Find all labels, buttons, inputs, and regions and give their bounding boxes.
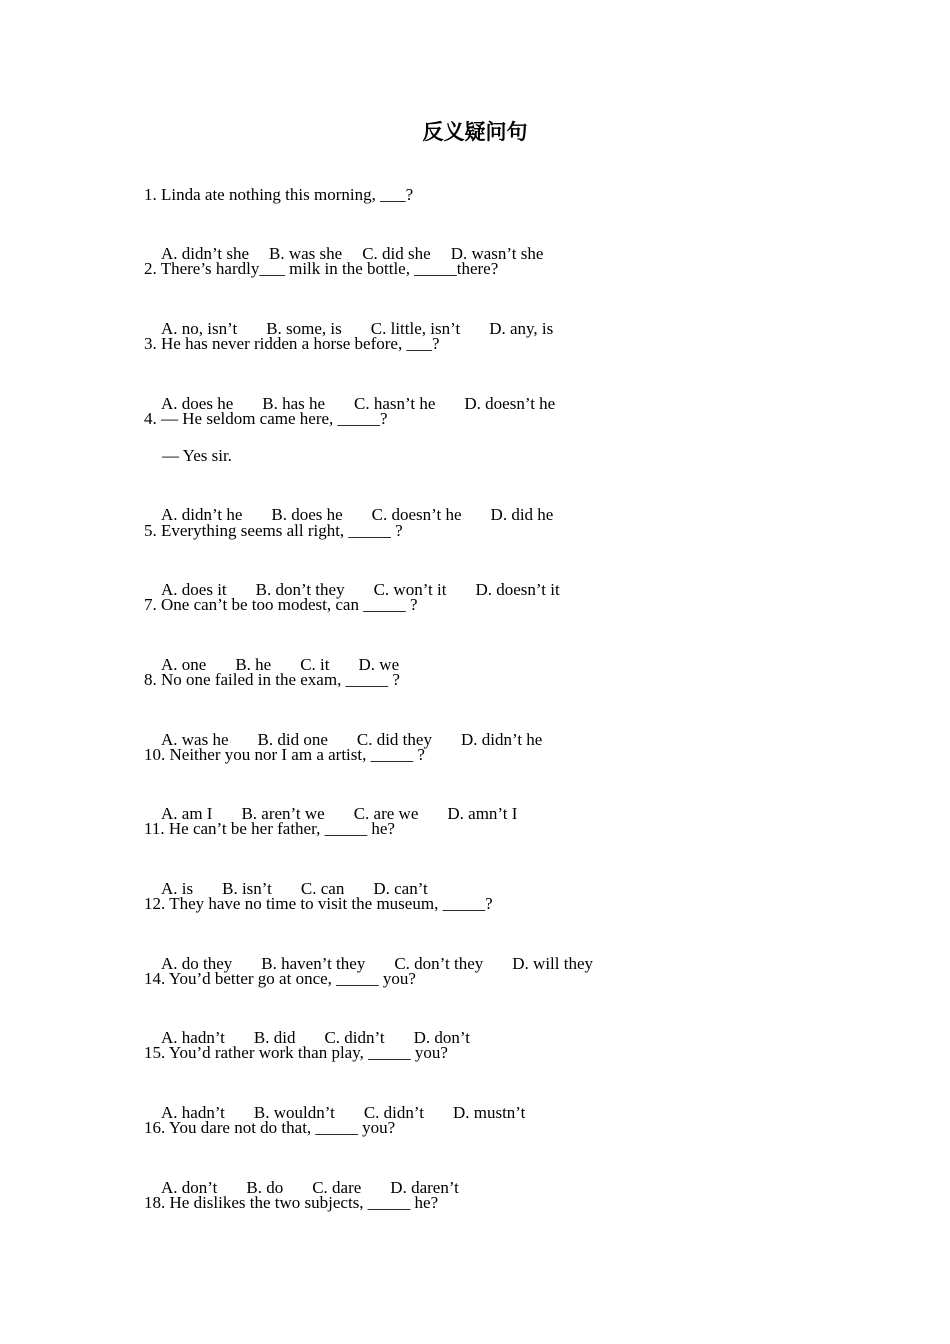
option-a: A. didn’t he [161, 505, 243, 524]
option-c: C. did they [356, 730, 432, 749]
option-d: D. don’t [413, 1028, 470, 1047]
option-a: A. hadn’t [161, 1103, 225, 1122]
option-b: B. aren’t we [241, 804, 325, 823]
option-b: B. did [253, 1028, 296, 1047]
option-d: D. did he [490, 505, 554, 524]
option-c: C. it [300, 655, 330, 674]
option-c: C. don’t they [394, 954, 484, 973]
question-1: 1. Linda ate nothing this morning, ___? [144, 185, 414, 204]
option-c: C. dare [312, 1178, 362, 1197]
option-d: D. mustn’t [452, 1103, 526, 1122]
option-a: A. one [161, 655, 207, 674]
option-a: A. don’t [161, 1178, 218, 1197]
option-d: D. any, is [489, 319, 554, 338]
question-7: 7. One can’t be too modest, can _____ ? [144, 595, 418, 614]
question-5: 5. Everything seems all right, _____ ? [144, 521, 403, 540]
option-a: A. do they [161, 954, 233, 973]
question-4: 4. — He seldom came here, _____? [144, 409, 388, 428]
option-c: C. hasn’t he [354, 394, 436, 413]
option-d: D. amn’t I [447, 804, 518, 823]
option-a: A. am I [161, 804, 213, 823]
option-c: C. won’t it [373, 580, 447, 599]
option-d: D. didn’t he [460, 730, 543, 749]
option-a: A. no, isn’t [161, 319, 238, 338]
option-a: A. is [161, 879, 194, 898]
question-16: 16. You dare not do that, _____ you? [144, 1118, 396, 1137]
option-b: B. does he [271, 505, 343, 524]
option-b: B. was she [269, 244, 343, 263]
option-b: B. isn’t [222, 879, 272, 898]
option-b: B. has he [262, 394, 326, 413]
option-d: D. can’t [373, 879, 428, 898]
option-d: D. wasn’t she [450, 244, 544, 263]
question-14: 14. You’d better go at once, _____ you? [144, 969, 416, 988]
question-8: 8. No one failed in the exam, _____ ? [144, 670, 400, 689]
option-d: D. we [358, 655, 400, 674]
question-18: 18. He dislikes the two subjects, _____ he? [144, 1193, 439, 1212]
option-b: B. do [246, 1178, 284, 1197]
option-c: C. didn’t [324, 1028, 385, 1047]
question-15: 15. You’d rather work than play, _____ you? [144, 1043, 448, 1062]
option-c: C. didn’t [363, 1103, 424, 1122]
question-11: 11. He can’t be her father, _____ he? [144, 819, 395, 838]
option-c: C. can [300, 879, 345, 898]
option-c: C. little, isn’t [370, 319, 461, 338]
option-b: B. haven’t they [261, 954, 366, 973]
option-b: B. did one [257, 730, 328, 749]
option-b: B. he [235, 655, 272, 674]
question-3: 3. He has never ridden a horse before, ___? [144, 334, 440, 353]
option-c: C. doesn’t he [371, 505, 462, 524]
option-d: D. doesn’t he [464, 394, 556, 413]
page-title: 反义疑问句 [422, 120, 528, 144]
option-a: A. hadn’t [161, 1028, 225, 1047]
option-b: B. wouldn’t [253, 1103, 335, 1122]
option-c: C. are we [353, 804, 419, 823]
option-a: A. didn’t she [161, 244, 249, 263]
option-b: B. don’t they [255, 580, 345, 599]
option-d: D. will they [512, 954, 594, 973]
question-12: 12. They have no time to visit the museum, _____? [144, 894, 493, 913]
option-a: A. does it [161, 580, 227, 599]
option-d: D. doesn’t it [475, 580, 560, 599]
option-d: D. daren’t [390, 1178, 459, 1197]
option-c: C. did she [362, 244, 431, 263]
option-a: A. does he [161, 394, 234, 413]
question-2: 2. There’s hardly___ milk in the bottle, _____there? [144, 259, 499, 278]
option-b: B. some, is [266, 319, 342, 338]
question-4-reply: — Yes sir. [162, 446, 232, 465]
option-a: A. was he [161, 730, 229, 749]
question-10: 10. Neither you nor I am a artist, _____ ? [144, 745, 425, 764]
